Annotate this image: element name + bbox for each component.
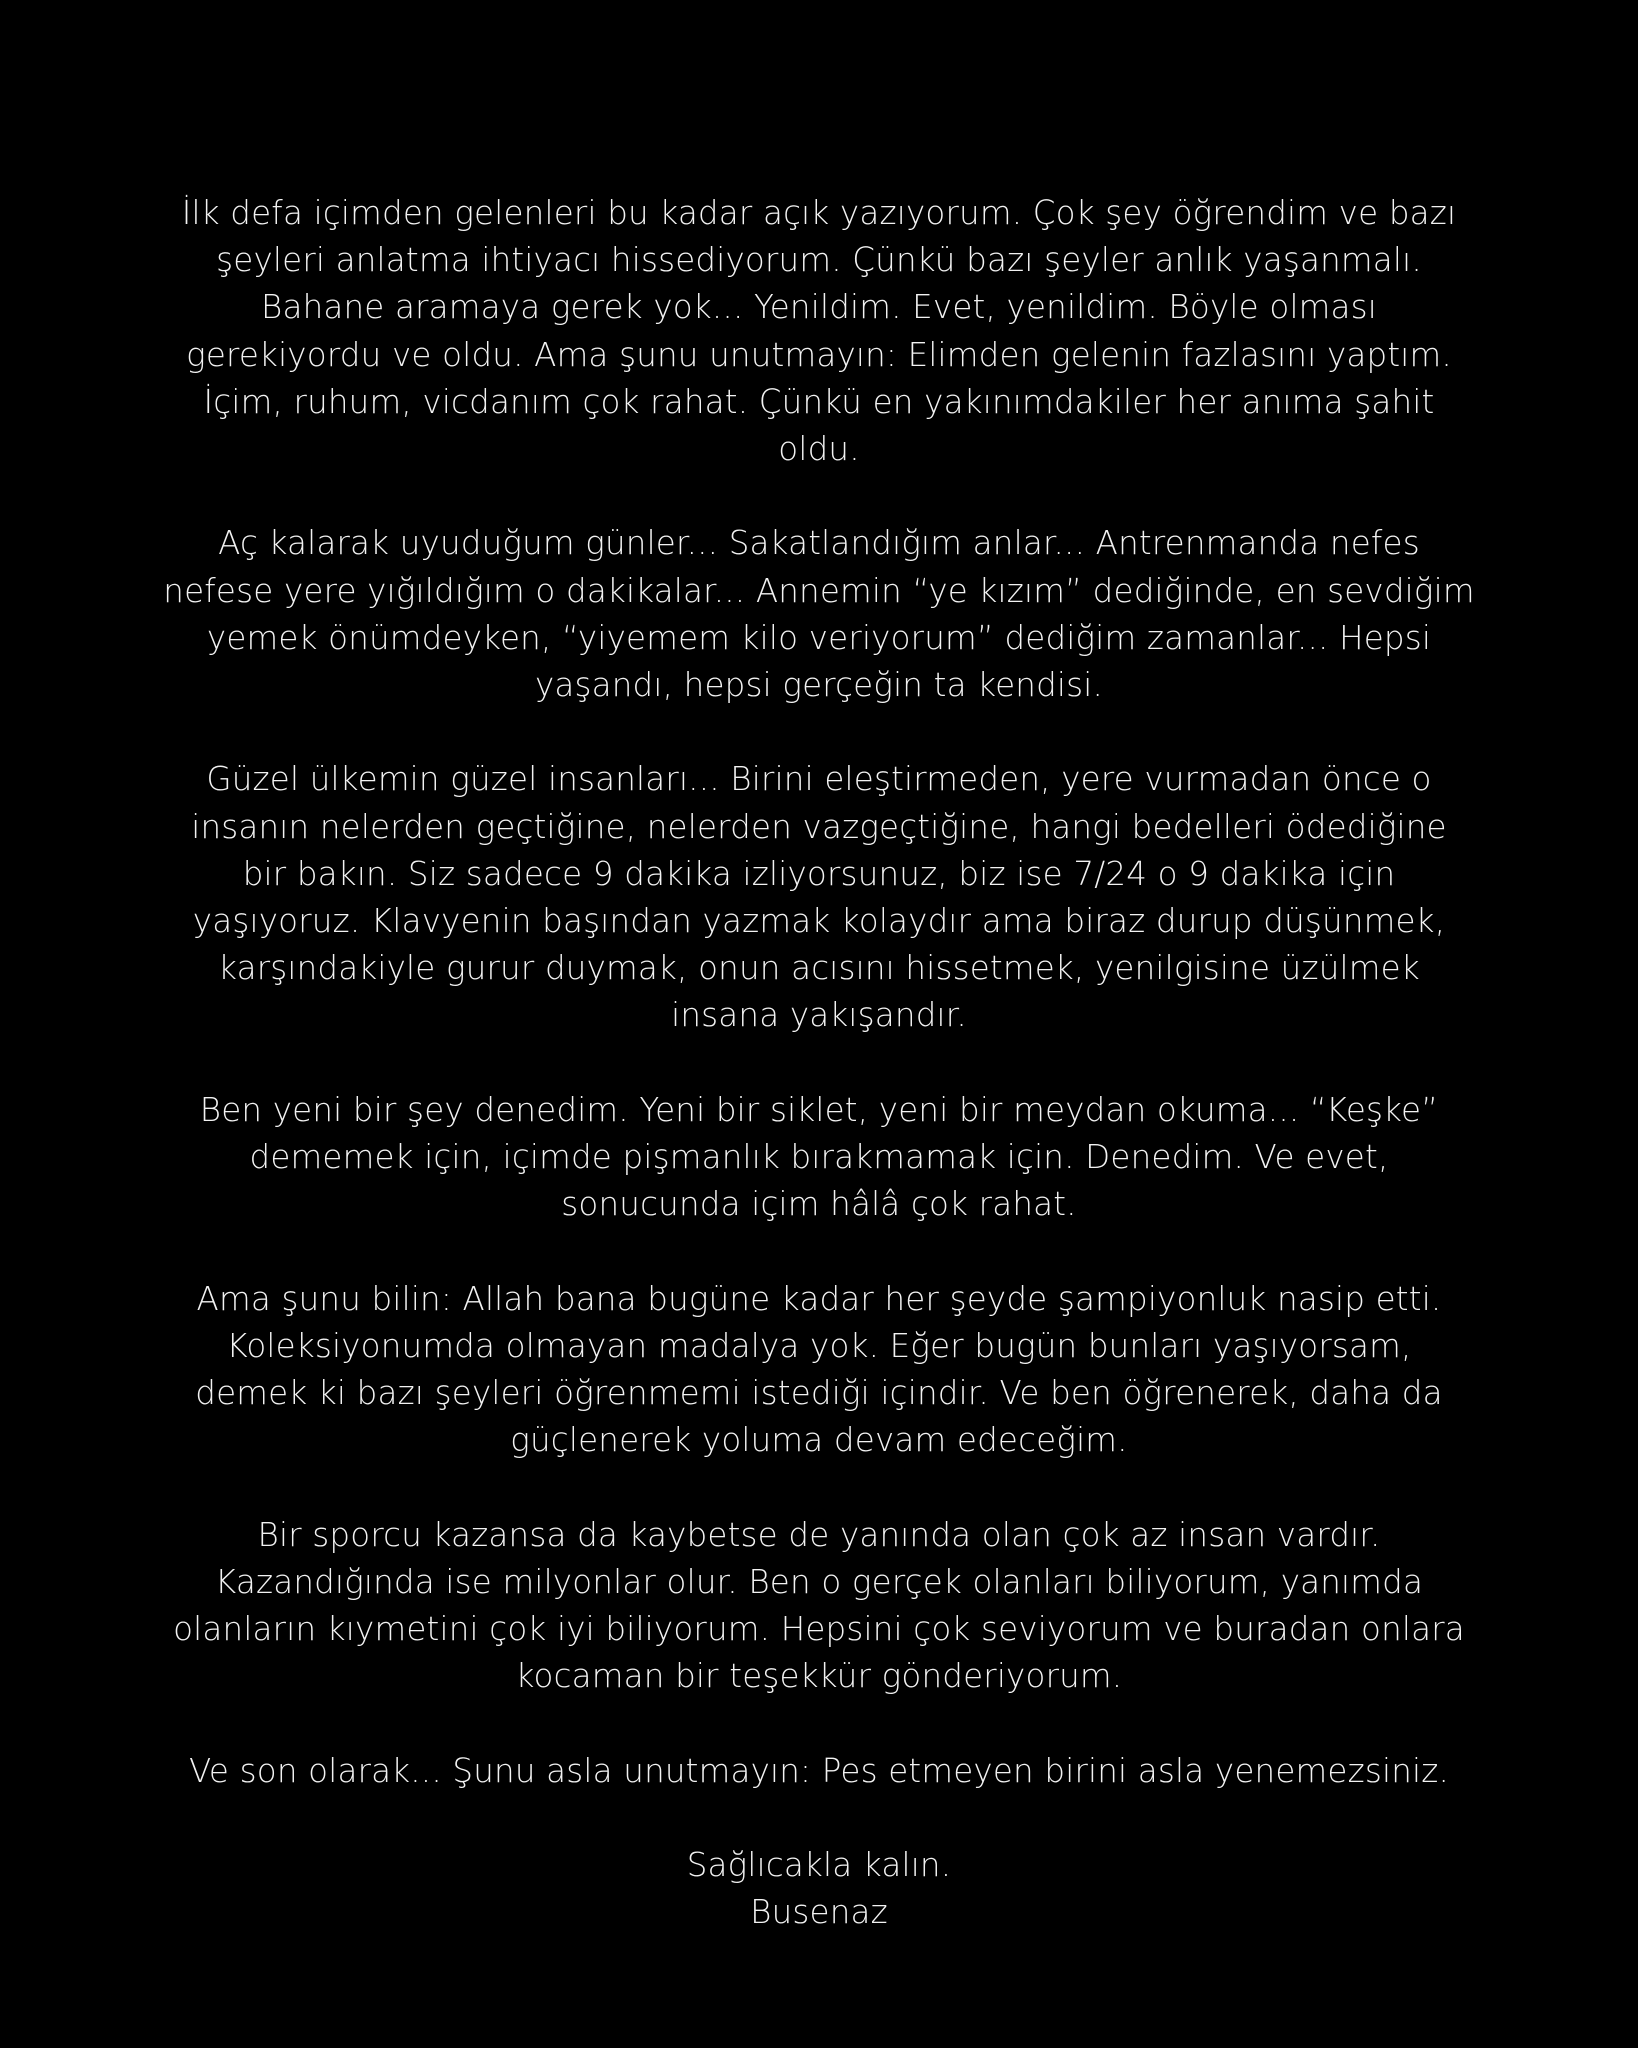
paragraph-5 — [150, 1276, 1488, 1465]
paragraph-line: Ve son olarak... Şunu asla unutmayın: Pes etmeyen birini asla yenemezsiniz. — [188, 1751, 1450, 1790]
paragraph-line: yemek önümdeyken, “yiyemem kilo veriyorum” dediğim zamanlar... Hepsi — [206, 618, 1432, 657]
signature: Busenaz — [750, 1893, 888, 1932]
paragraph-line: yaşıyoruz. Klavyenin başından yazmak kolaydır ama biraz durup düşünmek, — [192, 902, 1446, 941]
paragraph-line: İlk defa içimden gelenleri bu kadar açık yazıyorum. Çok şey öğrendim ve bazı — [181, 194, 1457, 232]
paragraph-3 — [150, 756, 1488, 1039]
paragraph-line: dememek için, içimde pişmanlık bırakmamak için. Denedim. Ve evet, — [249, 1138, 1389, 1177]
paragraph-4 — [150, 1087, 1488, 1229]
paragraph-line: karşındakiyle gurur duymak, onun acısını hissetmek, yenilgisine üzülmek — [218, 949, 1420, 988]
paragraph-line: gerekiyordu ve oldu. Ama şunu unutmayın: Elimden gelenin fazlasını yaptım. — [186, 335, 1452, 374]
paragraph-line: Kazandığında ise milyonlar olur. Ben o gerçek olanları biliyorum, yanımda — [214, 1562, 1424, 1601]
paragraph-line: insanın nelerden geçtiğine, nelerden vazgeçtiğine, hangi bedelleri ödediğine — [191, 807, 1447, 846]
letter-body — [150, 190, 1488, 1936]
closing-line: Sağlıcakla kalın. — [686, 1846, 952, 1884]
paragraph-line: demek ki bazı şeyleri öğrenmemi istediği içindir. Ve ben öğrenerek, daha da — [195, 1374, 1443, 1413]
paragraph-line: Güzel ülkemin güzel insanları... Birini eleştirmeden, yere vurmadan önce o — [206, 760, 1432, 799]
paragraph-7 — [150, 1748, 1488, 1795]
paragraph-line: İçim, ruhum, vicdanım çok rahat. Çünkü en yakınımdakiler her anıma şahit — [203, 382, 1435, 421]
paragraph-line: oldu. — [778, 430, 860, 469]
letter-closing — [150, 1842, 1488, 1936]
paragraph-line: Bahane aramaya gerek yok... Yenildim. Evet, yenildim. Böyle olması — [260, 288, 1378, 327]
paragraph-line: kocaman bir teşekkür gönderiyorum. — [515, 1657, 1123, 1696]
paragraph-line: şeyleri anlatma ihtiyacı hissediyorum. Çünkü bazı şeyler anlık yaşanmalı. — [216, 241, 1422, 280]
paragraph-line: Koleksiyonumda olmayan madalya yok. Eğer bugün bunları yaşıyorsam, — [226, 1326, 1412, 1365]
paragraph-line: bir bakın. Siz sadece 9 dakika izliyorsunuz, biz ise 7/24 o 9 dakika için — [242, 854, 1396, 893]
paragraph-line: olanların kıymetini çok iyi biliyorum. Hepsini çok seviyorum ve buradan onlara — [173, 1610, 1465, 1649]
paragraph-line: güçlenerek yoluma devam edeceğim. — [510, 1421, 1128, 1460]
paragraph-line: yaşandı, hepsi gerçeğin ta kendisi. — [534, 666, 1104, 705]
paragraph-line: insana yakışandır. — [671, 996, 967, 1035]
paragraph-2 — [150, 520, 1488, 709]
paragraph-line: Ama şunu bilin: Allah bana bugüne kadar her şeyde şampiyonluk nasip etti. — [196, 1279, 1442, 1318]
paragraph-line: sonucunda içim hâlâ çok rahat. — [561, 1185, 1077, 1224]
paragraph-line: Aç kalarak uyuduğum günler... Sakatlandığım anlar... Antrenmanda nefes — [218, 524, 1420, 563]
paragraph-6 — [150, 1512, 1488, 1701]
paragraph-1 — [150, 190, 1488, 473]
paragraph-line: Ben yeni bir şey denedim. Yeni bir siklet, yeni bir meydan okuma... “Keşke” — [199, 1090, 1439, 1129]
paragraph-line: nefese yere yığıldığım o dakikalar... Annemin “ye kızım” dediğinde, en sevdiğim — [163, 571, 1475, 610]
paragraph-line: Bir sporcu kazansa da kaybetse de yanında olan çok az insan vardır. — [257, 1515, 1381, 1554]
